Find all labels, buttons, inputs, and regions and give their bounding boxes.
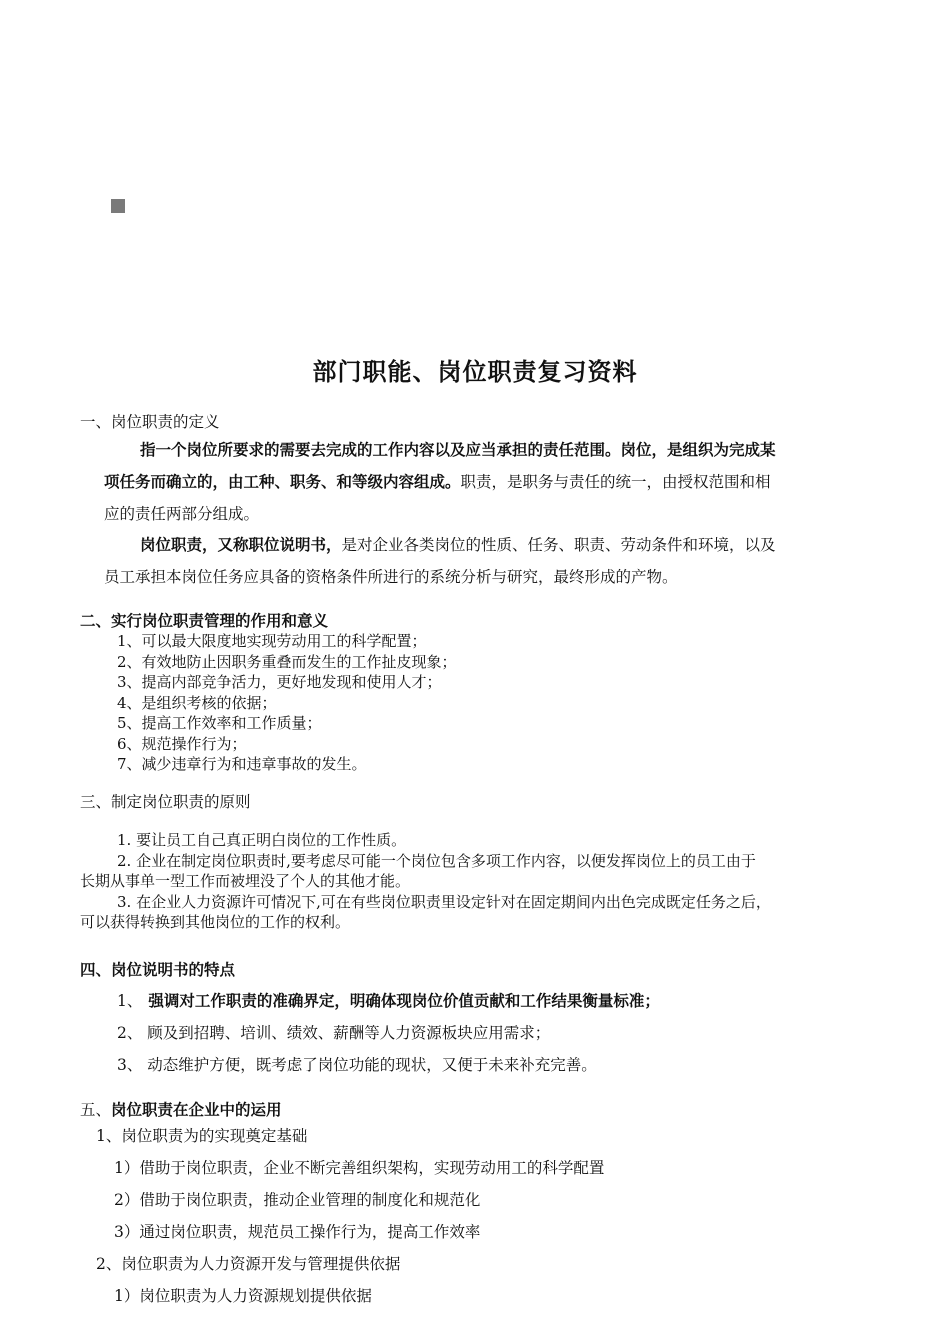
list-item-number: 1、: [117, 992, 143, 1010]
list-item-continuation: 可以获得转换到其他岗位的工作的权利。: [80, 913, 351, 931]
list-item: 2）借助于岗位职责，推动企业管理的制度化和规范化: [114, 1191, 481, 1209]
list-item: 1）借助于岗位职责，企业不断完善组织架构，实现劳动用工的科学配置: [114, 1159, 605, 1177]
list-item: 3. 在企业人力资源许可情况下,可在有些岗位职责里设定针对在固定期间内出色完成既定任务之后，: [117, 892, 771, 911]
document-title: 部门职能、岗位职责复习资料: [312, 357, 638, 386]
section-2-list: [117, 631, 457, 775]
section-5-heading-text: 岗位职责在企业中的运用: [111, 1100, 282, 1119]
list-item: 6、规范操作行为；: [117, 734, 247, 753]
section-5-heading-prefix: 五、: [80, 1101, 112, 1119]
list-item: 5、提高工作效率和工作质量；: [117, 714, 322, 732]
list-item: 4、是组织考核的依据；: [117, 693, 277, 712]
section-5-content: [96, 1120, 604, 1312]
list-item: 3、提高内部竞争活力，更好地发现和使用人才；: [117, 673, 442, 691]
list-item-continuation: 长期从事单一型工作而被埋没了个人的其他才能。: [80, 872, 411, 890]
list-item: 2. 企业在制定岗位职责时,要考虑尽可能一个岗位包含多项工作内容，以便发挥岗位上的员工由于: [117, 851, 756, 870]
p2-line-2: 员工承担本岗位任务应具备的资格条件所进行的系统分析与研究，最终形成的产物。: [104, 568, 678, 586]
p2-line-1: [104, 529, 884, 561]
p1-line-1: 指一个岗位所要求的需要去完成的工作内容以及应当承担的责任范围。岗位，是组织为完成某: [140, 440, 776, 459]
list-item: 1、可以最大限度地实现劳动用工的科学配置；: [117, 632, 427, 650]
p1-line-3: 应的责任两部分组成。: [104, 505, 260, 523]
p2-line-1-normal: 是对企业各类岗位的性质、任务、职责、劳动条件和环境，以及: [341, 536, 776, 554]
subsection-heading: 2、岗位职责为人力资源开发与管理提供依据: [96, 1255, 401, 1273]
section-1-paragraph-2: [104, 529, 884, 593]
list-item-text: 强调对工作职责的准确界定，明确体现岗位价值贡献和工作结果衡量标准；: [148, 991, 660, 1010]
p1-line-2-bold: 项任务而确立的，由工种、职务、和等级内容组成。: [104, 472, 461, 491]
section-1-paragraph-1: [104, 434, 884, 530]
p1-line-2: [104, 466, 884, 498]
bullet-square-icon: [111, 199, 125, 213]
section-4-heading: 四、岗位说明书的特点: [80, 960, 236, 979]
p2-line-1-bold: 岗位职责，又称职位说明书，: [140, 535, 342, 554]
list-item: 3）通过岗位职责，规范员工操作行为，提高工作效率: [114, 1223, 481, 1241]
section-2-heading: 二、实行岗位职责管理的作用和意义: [80, 611, 329, 630]
list-item: [117, 985, 660, 1017]
list-item: 1）岗位职责为人力资源规划提供依据: [114, 1287, 372, 1305]
list-item: 1. 要让员工自己真正明白岗位的工作性质。: [117, 831, 407, 849]
section-4-list: [117, 985, 660, 1081]
p1-line-2-normal: 职责，是职务与责任的统一，由授权范围和相: [460, 473, 771, 491]
section-3-list: [80, 830, 880, 933]
list-item: 3、 动态维护方便，既考虑了岗位功能的现状，又便于未来补充完善。: [117, 1056, 597, 1074]
list-item: 7、减少违章行为和违章事故的发生。: [117, 755, 367, 773]
section-1-heading: 一、岗位职责的定义: [80, 413, 220, 431]
section-5-heading: [80, 1098, 282, 1120]
section-3-heading: 三、制定岗位职责的原则: [80, 793, 251, 811]
list-item: 2、有效地防止因职务重叠而发生的工作扯皮现象；: [117, 652, 457, 671]
list-item: 2、 顾及到招聘、培训、绩效、薪酬等人力资源板块应用需求；: [117, 1024, 551, 1042]
subsection-heading: 1、岗位职责为的实现奠定基础: [96, 1127, 308, 1145]
